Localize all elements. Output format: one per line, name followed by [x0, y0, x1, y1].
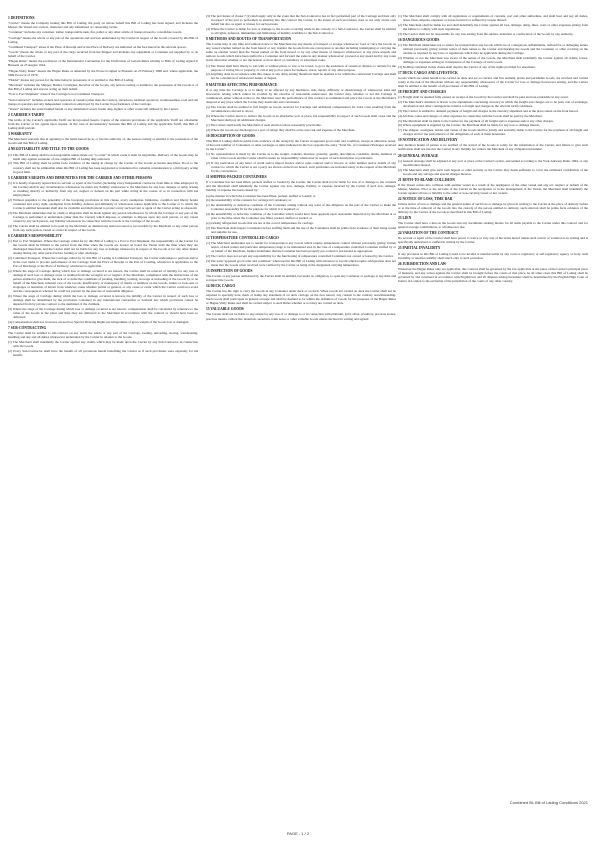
section-heading: 25 PARTIAL INVALIDITY — [398, 246, 441, 251]
sub-clause: (2) Anything done in accordance with this clause or any delay arising therefrom shall be deemed to be within the contractual Carriage and shall not be a deviation of whatsoever nature or degree. — [206, 72, 396, 81]
section-heading: 2 CARRIER'S TARIFF — [8, 113, 45, 118]
sub-clause: (3) The term "apparent good order and condition" when used in this Bill of Lading with reference to Goods which require refrigeration does not mean that the Goods when received were verified by the Carrier as being at the designated carrying temperature. — [206, 258, 396, 267]
sub-clause: (1) This Bill of Lading shall be non-negotiable unless made out "to order" in which event it shall be negotiable. Delivery of the Goods may be made only against surrender of one original Bill of Lading duly endorsed. — [8, 152, 198, 161]
sub-clause: (a) The Carrier shall be entitled to full freight on Goods received for Carriage and additional compensation for extra costs resulting from the circumstances referred to above. — [206, 105, 396, 114]
paragraph: The Carrier has the right to carry the Goods in any Container under deck or on deck. When Goods are carried on deck the Carrier shall not be required to specially note, mark or stamp any statement of on deck carriage on the face hereof, any custom to the contrary notwithstanding. Such Goods shall participate in general average and shall be deemed to be within the definition of Goods for the purposes of the Hague Rules or Hague-Visby Rules and shall be carried subject to such Rules whether or not they are carried on deck. — [206, 289, 396, 306]
paragraph: Unless notice of loss or damage and the general nature of such loss or damage be given in writing to the Carrier at the place of delivery before or at the time of removal of the Goods into the custody of the person entitled to delivery, such removal shall be prima facie evidence of the delivery by the Carrier of the Goods as described in this Bill of Lading. — [398, 201, 588, 215]
sub-clause: (2) Combined Transport. Where the Carriage called for by this Bill of Lading is Combined Transport, the Carrier undertakes to perform and/or in his own name to procure performance of the Carriage from the Place of Receipt or the Port of Loading, whichever is applicable, to the Port of Discharge or the Place of Delivery, whichever is applicable. — [8, 255, 198, 268]
paragraph: If at any time the Carriage is or is likely to be affected by any hindrance, risk, delay, difficulty or disadvantage of whatsoever kind and howsoever arising which cannot be avoided by the exercise of reasonable endeavours, the Carrier may, whether or not the Carriage is commenced, either without notice to the Merchant treat the performance of this contract as terminated and place the Goods at the Merchant's disposal at any place which the Carrier may deem safe and convenient. — [206, 87, 396, 104]
sub-clause: (c) The Carrier shall notify the Merchant of such election where reasonably practicable. — [206, 122, 322, 127]
paragraph: The Carrier shall be entitled to sub-contract on any terms the whole or any part of the Carriage, loading, unloading, storing, warehousing, handling and any and all duties whatsoever undertaken by the Carrier in relation to the Goods. — [8, 330, 198, 339]
paragraph: The Carrier may at any time and without notice to the Merchant use any means of transport or storage whatsoever; load or carry the Goods on any vessel whether named on the front hereof or not; transfer the Goods from one conveyance to another including transhipping or carrying the same on another vessel than the Vessel named on the front hereof or by any other means of transport whatsoever; at any place unpack and remove Goods which have been stuffed in a Container and forward the same in any manner whatsoever; proceed at any speed and by any route in his discretion whether or not the nearest or most direct or customary or advertised route. — [206, 42, 396, 63]
section-heading: 20 GENERAL AVERAGE — [398, 153, 439, 158]
sub-clause: (b) the unsuitability of the contents for carriage in Containers; or — [206, 198, 292, 203]
paragraph: If the Vessel comes into collision with another vessel as a result of the negligence of the other vessel and any act, neglect or default of the Master, Mariner, Pilot or the servants of the Carrier in the navigation or in the management of the Vessel, the Merchant shall indemnify the Carrier against all loss or liability to the other or non-carrying vessel or her owners. — [398, 182, 588, 195]
section-heading: 21 BOTH-TO-BLAME COLLISION — [398, 177, 455, 182]
section-heading: 16 DANGEROUS GOODS — [398, 37, 440, 42]
section-heading: 22 NOTICE OF LOSS, TIME BAR — [398, 196, 453, 201]
sub-clause: (3) The Carrier shall not be responsible for any loss arising from the seizure, detention or confiscation of the Goods by any authority. — [398, 31, 574, 36]
paragraph: "Combined Transport" arises if the Place of Receipt and/or the Place of Delivery are indicated on the face hereof in the relevant spaces. — [8, 44, 187, 49]
paragraph: "Hague-Visby Rules" means the Hague Rules as amended by the Protocol signed at Brussels on 23 February 1968 and, where applicable, the SDR Protocol of 1979. — [8, 68, 198, 77]
paragraph: This Bill of Lading shall be prima facie evidence of the receipt by the Carrier in apparent good order and condition, except as otherwise noted, of the total number of Containers or other packages or units indicated in the box opposite the entry "Total No. of Containers/Packages received by the Carrier". — [206, 138, 396, 151]
section-heading: 5 CARRIER'S RIGHTS AND IMMUNITIES FOR THE CARRIER AND OTHER PERSONS — [8, 175, 153, 180]
sub-clause: (c) the unsuitability or defective condition of the Container arising without any want of due diligence on the part of the Carrier to make the Container reasonably fit for the purpose for which it is required; or — [206, 203, 396, 212]
sub-clause: (a) Where the stage of Carriage during which loss or damage occurred is not known, the Carrier shall be relieved of liability for any loss or damage if such loss or damage arose or resulted from the wrongful act or neglect of the Merchant, compliance with the instructions of the person entitled to give them, the lack of or defective conditions of packing, handling, loading, stowage or unloading of the Goods by or on behalf of the Merchant, inherent vice of the Goods, insufficiency or inadequacy of marks or numbers on the Goods, strikes or lock-outs or stoppages or restraints of labour from whatever cause whether partial or general, or any cause or event which the Carrier could not avoid and the consequences whereof he could not prevent by the exercise of reasonable diligence. — [8, 268, 198, 293]
sub-clause: (4) The Carrier shall be entitled to be paid by the Merchant on demand any sum recovered or recoverable by the Merchant or any other person from any such person, vessel or owner in respect of the Goods. — [8, 223, 198, 232]
section-heading: 23 LIEN — [398, 216, 412, 221]
paragraph: "Carriage" means the whole or any part of the operations and services undertaken by the Carrier in respect of the Goods covered by this Bill of Lading. — [8, 35, 198, 44]
section-heading: 10 DESCRIPTION OF GOODS — [206, 133, 256, 138]
sub-clause: (1) The Vessel shall have liberty to sail with or without pilots, to tow or be towed, to go to the assistance of vessels in distress, to deviate for the purpose of saving life or property, to call at any port or place for bunkers, stores, repairs or any other purpose. — [206, 63, 396, 72]
section-heading: 19 NOTIFICATION AND DELIVERY — [398, 138, 458, 143]
sub-clause: (1) It is hereby expressly agreed that no servant or agent of the Carrier (including every independent contractor from time to time employed by the Carrier) shall in any circumstances whatsoever be under any liability whatsoever to the Merchant for any loss, damage or delay arising or resulting directly or indirectly from any act, neglect or default on his part while acting in the course of or in connection with his employment. — [8, 180, 198, 197]
paragraph: The Carrier or any person authorised by the Carrier shall be entitled, but under no obligation, to open any Container or package at any time and to inspect the Goods. — [206, 274, 396, 283]
sub-clause: (5) The Merchant shall be liable to the Carrier for the payment of all freight and/or expenses and/or any other charges. — [398, 118, 554, 123]
sub-clause: (b) Where the stage of Carriage during which the loss or damage occurred is known, the liability of the Carrier in respect of such loss or damage shall be determined by the provisions contained in any international convention or national law which provisions cannot be departed from by private contract to the detriment of the claimant. — [8, 293, 198, 306]
section-heading: 26 JURISDICTION AND LAW — [398, 261, 447, 266]
sub-clause: (1) The Merchant shall indemnify the Carrier against any claims which may be made upon the Carrier by any Sub-Contractor in connection with the Goods. — [8, 340, 198, 349]
sub-clause: (4) Compensation shall not, however, exceed two Special Drawing Rights per kilogramme of gross weight of the Goods lost or damaged. — [8, 319, 190, 324]
sub-clause: (2) The Merchant's attention is drawn to the stipulations concerning currency in which the freight and charges are to be paid, rate of exchange, devaluation and other contingencies relative to freight and charges in the relevant tariff conditions. — [398, 99, 588, 109]
section-heading: 11 SHIPPER-PACKED CONTAINERS — [206, 175, 267, 180]
paragraph: Any mention herein of parties to be notified of the arrival of the Goods is solely for the information of the Carrier, and failure to give such notification shall not involve the Carrier in any liability nor relieve the Merchant of any obligation hereunder. — [398, 143, 588, 152]
sub-clause: (2) Without prejudice to the generality of the foregoing provisions in this clause, every exemption, limitation, condition and liberty herein contained and every right, exemption from liability, defence and immunity of whatsoever nature applicable to the Carrier or to which the Carrier is entitled hereunder shall also be available and shall extend to protect every such servant or agent of the Carrier acting as aforesaid. — [8, 197, 198, 210]
sub-clause: (a) the manner in which the Container has been filled, packed, stuffed or loaded; or — [206, 193, 316, 198]
section-heading: 13 INSPECTION OF GOODS — [206, 268, 253, 273]
sub-clause: (2) The Merchant shall be liable for and shall indemnify the Carrier against all loss, damage, delay, fines, costs or other expenses arising from the failure to comply with such regulations. — [398, 22, 588, 31]
sub-clause: (1) Port to Port Shipment. Where the Carriage called for by this Bill of Lading is a Port to Port Shipment, the responsibility of the Carrier for the Goods shall be limited to the period from the time when the Goods are loaded on board the Vessel until the time when they are discharged therefrom, and the Carrier shall not be liable for any loss or damage whatsoever in respect of the Goods or for any other matter arising during any other period before loading or after discharge. — [8, 238, 198, 255]
sub-clause: (1) No representation is made by the Carrier as to the weight, contents, measure, quantity, quality, description, condition, marks, numbers or value of the Goods and the Carrier shall be under no responsibility whatsoever in respect of such description or particulars. — [206, 152, 396, 161]
section-heading: 24 VARIATION OF THE CONTRACT — [398, 231, 459, 236]
sub-clause: (4) Where the Carrier is liable for loss or damage to the Goods occurring while in the custody of a Sub-Contractor, the Carrier shall be entitled to all rights, defences, immunities and limitations of liability available to the Sub-Contractor. — [206, 26, 396, 35]
sub-clause: (2) This Bill of Lading shall be prima facie evidence of the taking in charge by the Carrier of the Goods as herein described. Proof to the contrary shall not be admissible when this Bill of Lading has been negotiated or transferred for valuable consideration to a third party acting in good faith. — [8, 161, 198, 174]
sub-clause: (3) Nothing contained in this clause shall deprive the Carrier of any of his rights provided for elsewhere. — [398, 64, 536, 69]
paragraph: Whenever the Hague Rules only are applicable, this contract shall be governed by the law applicable at the place of the Carrier's principal place of business, and any action against the Carrier shall be brought before the courts of that place. In all other cases this Bill of Lading shall be governed by and construed in accordance with English law and all disputes arising hereunder shall be determined by the English High Court of Justice in London to the exclusion of the jurisdiction of the courts of any other country. — [398, 266, 588, 283]
sub-clause: (1) General Average shall be adjusted at any port or place at the Carrier's option, and settled according to the York-Antwerp Rules 1994, or any modification thereof. — [398, 158, 588, 167]
terms-column-right — [398, 14, 588, 822]
paragraph: If a Container has not been filled, packed, stuffed or loaded by the Carrier, the Carrier shall not be liable for loss of or damage to the contents and the Merchant shall indemnify the Carrier against any loss, damage, liability or expense incurred by the Carrier if such loss, damage, liability or expense has been caused by: — [206, 180, 396, 193]
sub-clause: (3) The Carrier is entitled to demand payment of freight and charges in the currency stipulated and at the place stated on the front hereof. — [398, 108, 579, 113]
terms-column-middle — [206, 14, 396, 822]
paragraph: If any provision in this Bill of Lading is held to be invalid or unenforceable by any court or regulatory or self-regulatory agency or body, such invalidity or unenforceability shall attach only to such provision. — [398, 251, 588, 260]
paragraph: The Merchant warrants that in agreeing to the terms hereof he is, or has the authority of, the person owning or entitled to the possession of the Goods and this Bill of Lading. — [8, 137, 198, 146]
sub-clause: (3) The Merchant undertakes that no claim or allegation shall be made against any person whomsoever by whom the Carriage or any part of the Carriage is performed or undertaken (other than the Carrier) which imposes or attempts to impose upon any such person, or any vessel owned by any such person, any liability whatsoever in connection with the Goods or the Carriage of the Goods. — [8, 210, 198, 223]
sub-clause: (2) The Merchant shall inspect Containers before stuffing them and the use of the Containers shall be prima facie evidence of their being sound and suitable for use. — [206, 225, 396, 234]
paragraph: "Port to Port Shipment" arises if the Carriage is not Combined Transport. — [8, 92, 105, 97]
sub-clause: (1) The Merchant undertakes not to tender for transportation any Goods which require temperature control without previously giving written notice of their nature and particular temperature range to be maintained and, in the case of a temperature controlled Container stuffed by or on behalf of the Merchant, further undertakes that the Container has been properly pre-cooled or pre-heated as appropriate. — [206, 241, 396, 254]
sub-clause: (b) Where the Carrier elects to deliver the Goods at an alternative port or place, his responsibility in respect of such Goods shall cease and the Merchant shall pay all additional charges. — [206, 113, 396, 122]
sub-clause: (4) All dues, taxes and charges or other expenses in connection with the Goods shall be paid by the Merchant. — [398, 113, 543, 118]
sub-clause: (2) Every Sub-Contractor shall have the benefit of all provisions herein benefiting the Carrier as if such provisions were expressly for his benefit. — [8, 348, 198, 357]
section-heading: 4 NEGOTIABILITY AND TITLE TO THE GOODS — [8, 147, 89, 152]
sub-clause: (2) The Merchant shall give such cash deposit or other security as the Carrier may deem sufficient to cover the estimated contribution of the Goods and any salvage and special charges thereon. — [398, 167, 588, 176]
sub-clause: (d) the unsuitability or defective condition of the Container which would have been apparent upon reasonable inspection by the Merchant at or prior to the time when the Container was filled, packed, stuffed or loaded; or — [206, 212, 396, 221]
paragraph: "Carrier" means the Company issuing this Bill of Lading, the party on whose behalf this Bill of Lading has been signed, and includes the Master, the Vessel, her owners, charterers and any substituted or connecting carrier. — [8, 21, 198, 30]
sub-clause: (d) Where the Goods are discharged at a port of refuge they shall be at the sole risk and expense of the Merchant. — [206, 127, 356, 132]
section-heading: 9 MATTERS AFFECTING PERFORMANCE — [206, 82, 278, 87]
paragraph: Goods which are stated herein to be carried on deck and are so carried, and live animals, plants and perishable Goods, are received and carried solely at the risk of the Merchant without any responsibility whatsoever of the Carrier for loss or damage howsoever arising, and the Carrier shall be entitled to the benefit of all provisions of this Bill of Lading. — [398, 75, 588, 88]
paragraph: The Carrier shall have a lien on the Goods and any documents relating thereto for all sums payable to the Carrier under this contract and for general average contributions, to whomsoever due. — [398, 221, 588, 230]
section-heading: 12 TEMPERATURE CONTROLLED CARGO — [206, 235, 279, 240]
section-heading: 7 SUB-CONTRACTING — [8, 325, 47, 330]
paragraph: The Carrier shall not be liable to any extent for any loss of or damage to or in connection with platinum, gold, silver, jewellery, precious stones, precious metals, radioactive materials, securities, bank notes or other valuable Goods unless declared in writing and agreed. — [206, 312, 396, 321]
sub-clause: (6) Where equipment is supplied by the Carrier, the Merchant shall be liable for any loss or damage thereto. — [398, 123, 541, 128]
sub-clause: (2) If any particulars of any letter of credit and/or import licence and/or sales contract and/or invoice or order number and/or details of any contract to which the Carrier is not a party are shown on the front hereof, such particulars are included solely at the request of the Merchant for his convenience. — [206, 160, 396, 174]
page-number: PAGE - 1 / 2 — [286, 831, 310, 836]
sub-clause: (1) The Merchant undertakes not to tender for transportation any Goods which are of a dangerous, inflammable, radioactive or damaging nature without previously giving written notice of their nature to the Carrier and marking the Goods and the Container or other covering on the outside as required by any laws or regulations which may be applicable during the Carriage. — [398, 42, 588, 56]
paragraph: The terms of the Carrier's applicable Tariff are incorporated herein. Copies of the relevant provisions of the applicable Tariff are obtainable from the Carrier or his agents upon request. In the case of inconsistency between this Bill of Lading and the applicable Tariff, this Bill of Lading shall prevail. — [8, 118, 198, 131]
section-heading: 6 CARRIER'S RESPONSIBILITY — [8, 233, 62, 238]
paragraph: "Container" includes any container, trailer, transportable tank, flat, pallet or any other article of transport used to consolidate Goods. — [8, 30, 183, 35]
section-heading: 18 FREIGHT AND CHARGES — [398, 90, 447, 95]
paragraph: "Merchant" includes the Shipper, Holder, Consignee, Receiver of the Goods, any person owning or entitled to the possession of the Goods or of this Bill of Lading and anyone acting on their behalf. — [8, 83, 198, 92]
paragraph: "Vessel" includes the vessel named herein or any substituted vessel, feeder ship, lighter or other watercraft utilised by the Carrier. — [8, 107, 179, 111]
sub-clause: (2) Whether or not the Merchant was aware of the nature of the Goods, the Merchant shall indemnify the Carrier against all claims, losses, damages or expenses arising in consequence of the Carriage of such Goods. — [398, 55, 588, 64]
sub-clause: (2) The Carrier does not accept any responsibility for the functioning of temperature controlled Containers not owned or leased by the Carrier. — [206, 253, 394, 258]
paragraph: "Hague Rules" means the provisions of the International Convention for the Unification of Certain Rules relating to Bills of Lading signed at Brussels on 25 August 1924. — [8, 59, 198, 68]
sub-clause: (3) The provisions of clause 7 (2) shall apply only in the event that the Sub-Contractor has in fact performed part of the Carriage and then only in respect of the part so performed; in entering into this contract the Carrier, to the extent of such provisions, does so not only on his own behalf but also as agent or trustee for such persons. — [206, 14, 396, 27]
section-heading: 15 VALUABLE GOODS — [206, 307, 244, 312]
sub-clause: (7) The shipper, consignee, holder and owner of the Goods shall be jointly and severally liable to the Carrier for the payment of all freight and charges and for the performance of the obligations of each of them hereunder. — [398, 128, 588, 137]
paragraph: "Sub-Contractor" includes owners and operators of vessels (other than the Carrier), stevedores, terminal operators, warehousemen, road and rail transport operators and any independent contractors employed by the Carrier in performance of the Carriage. — [8, 97, 198, 106]
section-heading: 17 DECK CARGO AND LIVESTOCK — [398, 70, 458, 75]
terms-column-left — [8, 14, 198, 822]
sub-clause: (1) Freight shall be deemed fully earned on receipt of the Goods by the Carrier and shall be paid and non-returnable in any event. — [398, 95, 569, 100]
sub-clause: (1) The Merchant shall comply with all regulations or requirements of customs, port and other authorities, and shall bear and pay all duties, taxes, fines, imposts, expenses or losses incurred or suffered by reason thereof. — [398, 14, 588, 23]
section-heading: 8 METHODS AND ROUTES OF TRANSPORTATION — [206, 37, 292, 42]
paragraph: "Goods" means the whole or any part of the cargo received from the Shipper and includes any equipment or Container not supplied by or on behalf of the Carrier. — [8, 50, 198, 59]
document-form-code: Combined BL Bill of Lading Conditions 2021 — [509, 800, 588, 805]
sub-clause: (3) Where the stage of the Carriage during which loss or damage occurred is not known, compensation shall be calculated by reference to the value of the Goods at the place and time they are delivered to the Merchant in accordance with the contract or should have been so delivered. — [8, 306, 198, 319]
section-heading: 14 DECK CARGO — [206, 284, 236, 289]
section-heading: 3 WARRANTY — [8, 132, 32, 137]
section-heading: 1 DEFINITIONS — [8, 16, 35, 20]
sub-clause: (e) packing refrigerated Goods that are not at the correct temperature for carriage. — [206, 221, 314, 226]
paragraph: No servant or agent of the Carrier shall have power to waive or vary any of the terms hereof unless such waiver or variation is in writing and is specifically authorised or ratified in writing by the Carrier. — [398, 236, 588, 245]
paragraph: "Holder" means any person for the time being in possession of or entitled to this Bill of Lading. — [8, 77, 135, 82]
